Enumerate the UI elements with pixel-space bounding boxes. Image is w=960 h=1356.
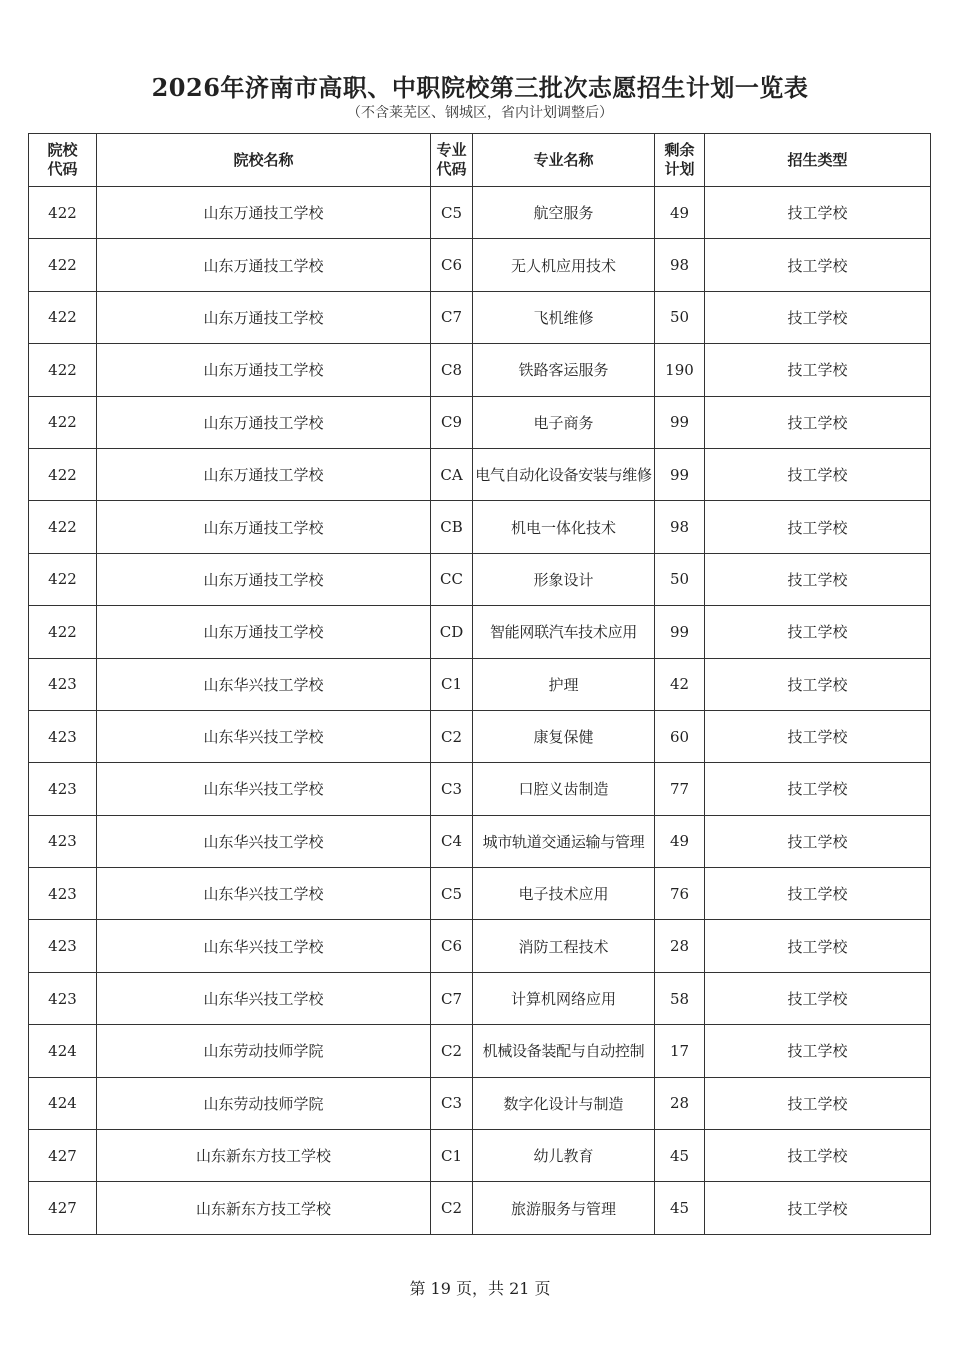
cell-major-code: C5 [431,187,473,239]
cell-school-code: 423 [29,710,97,762]
cell-school-code: 422 [29,553,97,605]
table-row [29,920,931,972]
cell-school-name: 山东万通技工学校 [97,553,431,605]
cell-major-name: 电子技术应用 [473,868,655,920]
cell-major-code: C2 [431,710,473,762]
cell-major-name: 智能网联汽车技术应用 [473,606,655,658]
cell-type: 技工学校 [705,239,931,291]
cell-school-code: 422 [29,448,97,500]
column-header-major-code [431,134,473,187]
cell-school-name: 山东华兴技工学校 [97,815,431,867]
cell-school-name: 山东华兴技工学校 [97,868,431,920]
cell-major-code: C6 [431,239,473,291]
column-header-text: 专业名称 [533,150,594,169]
cell-school-name: 山东华兴技工学校 [97,763,431,815]
page-number: 第 19 页，共 21 页 [409,1279,551,1298]
cell-school-name: 山东华兴技工学校 [97,658,431,710]
cell-school-code: 423 [29,815,97,867]
cell-remaining: 77 [655,763,705,815]
table-row [29,1130,931,1182]
cell-school-name: 山东万通技工学校 [97,396,431,448]
cell-type: 技工学校 [705,291,931,343]
table-row [29,1077,931,1129]
table-row [29,710,931,762]
cell-school-code: 427 [29,1182,97,1234]
cell-school-name: 山东万通技工学校 [97,501,431,553]
cell-major-code: CC [431,553,473,605]
cell-type: 技工学校 [705,501,931,553]
table-row [29,553,931,605]
cell-school-code: 423 [29,920,97,972]
cell-school-code: 422 [29,396,97,448]
column-header-text: 代码 [47,160,78,178]
cell-school-name: 山东华兴技工学校 [97,972,431,1024]
cell-type: 技工学校 [705,658,931,710]
table-row [29,501,931,553]
cell-remaining: 17 [655,1025,705,1077]
cell-major-name: 无人机应用技术 [473,239,655,291]
cell-remaining: 76 [655,868,705,920]
cell-major-code: C8 [431,344,473,396]
cell-major-code: C2 [431,1025,473,1077]
cell-major-code: C6 [431,920,473,972]
cell-major-code: C3 [431,763,473,815]
column-header-text: 剩余 [664,141,695,159]
cell-school-code: 423 [29,972,97,1024]
cell-major-code: CD [431,606,473,658]
table-row [29,239,931,291]
cell-type: 技工学校 [705,396,931,448]
cell-major-name: 幼儿教育 [473,1130,655,1182]
cell-remaining: 49 [655,815,705,867]
cell-remaining: 98 [655,239,705,291]
cell-school-code: 424 [29,1025,97,1077]
column-header-type [705,134,931,187]
cell-school-code: 422 [29,606,97,658]
cell-type: 技工学校 [705,815,931,867]
cell-type: 技工学校 [705,920,931,972]
cell-major-code: C4 [431,815,473,867]
cell-school-code: 423 [29,868,97,920]
cell-remaining: 99 [655,448,705,500]
table-row [29,187,931,239]
cell-remaining: 50 [655,553,705,605]
cell-major-name: 旅游服务与管理 [473,1182,655,1234]
cell-major-code: C7 [431,972,473,1024]
cell-major-name: 城市轨道交通运输与管理 [473,815,655,867]
cell-major-name: 铁路客运服务 [473,344,655,396]
table-row [29,972,931,1024]
table-row [29,606,931,658]
cell-type: 技工学校 [705,187,931,239]
cell-school-code: 422 [29,291,97,343]
cell-school-code: 423 [29,658,97,710]
cell-major-code: C1 [431,1130,473,1182]
cell-major-name: 飞机维修 [473,291,655,343]
cell-type: 技工学校 [705,710,931,762]
cell-remaining: 98 [655,501,705,553]
cell-type: 技工学校 [705,763,931,815]
cell-major-name: 机械设备装配与自动控制 [473,1025,655,1077]
column-header-remaining [655,134,705,187]
cell-type: 技工学校 [705,868,931,920]
cell-school-code: 424 [29,1077,97,1129]
table-row [29,1182,931,1234]
column-header-text: 院校 [47,141,78,159]
cell-major-code: C1 [431,658,473,710]
page-title: 2026年济南市高职、中职院校第三批次志愿招生计划一览表 [151,73,809,102]
cell-school-name: 山东万通技工学校 [97,187,431,239]
cell-major-name: 口腔义齿制造 [473,763,655,815]
table-row [29,344,931,396]
cell-major-code: C9 [431,396,473,448]
column-header-text: 招生类型 [787,150,848,169]
cell-major-name: 形象设计 [473,553,655,605]
cell-major-name: 电气自动化设备安装与维修 [473,448,655,500]
cell-school-name: 山东万通技工学校 [97,448,431,500]
cell-major-name: 消防工程技术 [473,920,655,972]
table-row [29,396,931,448]
cell-type: 技工学校 [705,1130,931,1182]
column-header-school-code [29,134,97,187]
cell-school-code: 422 [29,239,97,291]
column-header-text: 专业 [436,141,467,159]
cell-remaining: 45 [655,1130,705,1182]
column-header-text: 计划 [664,160,695,178]
cell-major-name: 康复保健 [473,710,655,762]
cell-school-code: 423 [29,763,97,815]
cell-major-code: C2 [431,1182,473,1234]
cell-type: 技工学校 [705,606,931,658]
cell-type: 技工学校 [705,553,931,605]
cell-major-name: 航空服务 [473,187,655,239]
table-row [29,448,931,500]
column-header-text: 院校名称 [233,150,294,169]
cell-school-code: 422 [29,344,97,396]
cell-school-name: 山东新东方技工学校 [97,1130,431,1182]
cell-school-name: 山东华兴技工学校 [97,920,431,972]
cell-major-name: 数字化设计与制造 [473,1077,655,1129]
cell-major-name: 计算机网络应用 [473,972,655,1024]
table-row [29,815,931,867]
cell-remaining: 58 [655,972,705,1024]
table-row [29,763,931,815]
cell-remaining: 49 [655,187,705,239]
table-body [29,187,931,1235]
cell-type: 技工学校 [705,972,931,1024]
cell-school-name: 山东劳动技师学院 [97,1025,431,1077]
cell-type: 技工学校 [705,1182,931,1234]
cell-type: 技工学校 [705,1077,931,1129]
cell-school-name: 山东万通技工学校 [97,606,431,658]
cell-major-name: 机电一体化技术 [473,501,655,553]
cell-major-code: C3 [431,1077,473,1129]
table-header-row [29,134,931,187]
table-row [29,1025,931,1077]
cell-type: 技工学校 [705,344,931,396]
cell-major-code: CA [431,448,473,500]
cell-remaining: 50 [655,291,705,343]
cell-remaining: 60 [655,710,705,762]
column-header-major-name [473,134,655,187]
cell-school-code: 427 [29,1130,97,1182]
cell-remaining: 99 [655,606,705,658]
cell-major-name: 护理 [473,658,655,710]
cell-major-code: CB [431,501,473,553]
cell-school-name: 山东新东方技工学校 [97,1182,431,1234]
cell-remaining: 28 [655,1077,705,1129]
cell-school-name: 山东万通技工学校 [97,344,431,396]
cell-school-name: 山东万通技工学校 [97,239,431,291]
page-subtitle: （不含莱芜区、钢城区，省内计划调整后） [347,105,613,121]
table-row [29,868,931,920]
column-header-text: 代码 [436,160,467,178]
cell-type: 技工学校 [705,1025,931,1077]
column-header-school-name [97,134,431,187]
cell-major-code: C7 [431,291,473,343]
cell-remaining: 190 [655,344,705,396]
enrollment-plan-table [28,133,931,1235]
cell-remaining: 42 [655,658,705,710]
cell-school-name: 山东万通技工学校 [97,291,431,343]
table-row [29,658,931,710]
cell-school-code: 422 [29,187,97,239]
cell-major-code: C5 [431,868,473,920]
cell-major-name: 电子商务 [473,396,655,448]
cell-remaining: 45 [655,1182,705,1234]
cell-school-name: 山东劳动技师学院 [97,1077,431,1129]
cell-school-name: 山东华兴技工学校 [97,710,431,762]
cell-type: 技工学校 [705,448,931,500]
cell-remaining: 28 [655,920,705,972]
cell-remaining: 99 [655,396,705,448]
table-row [29,291,931,343]
cell-school-code: 422 [29,501,97,553]
